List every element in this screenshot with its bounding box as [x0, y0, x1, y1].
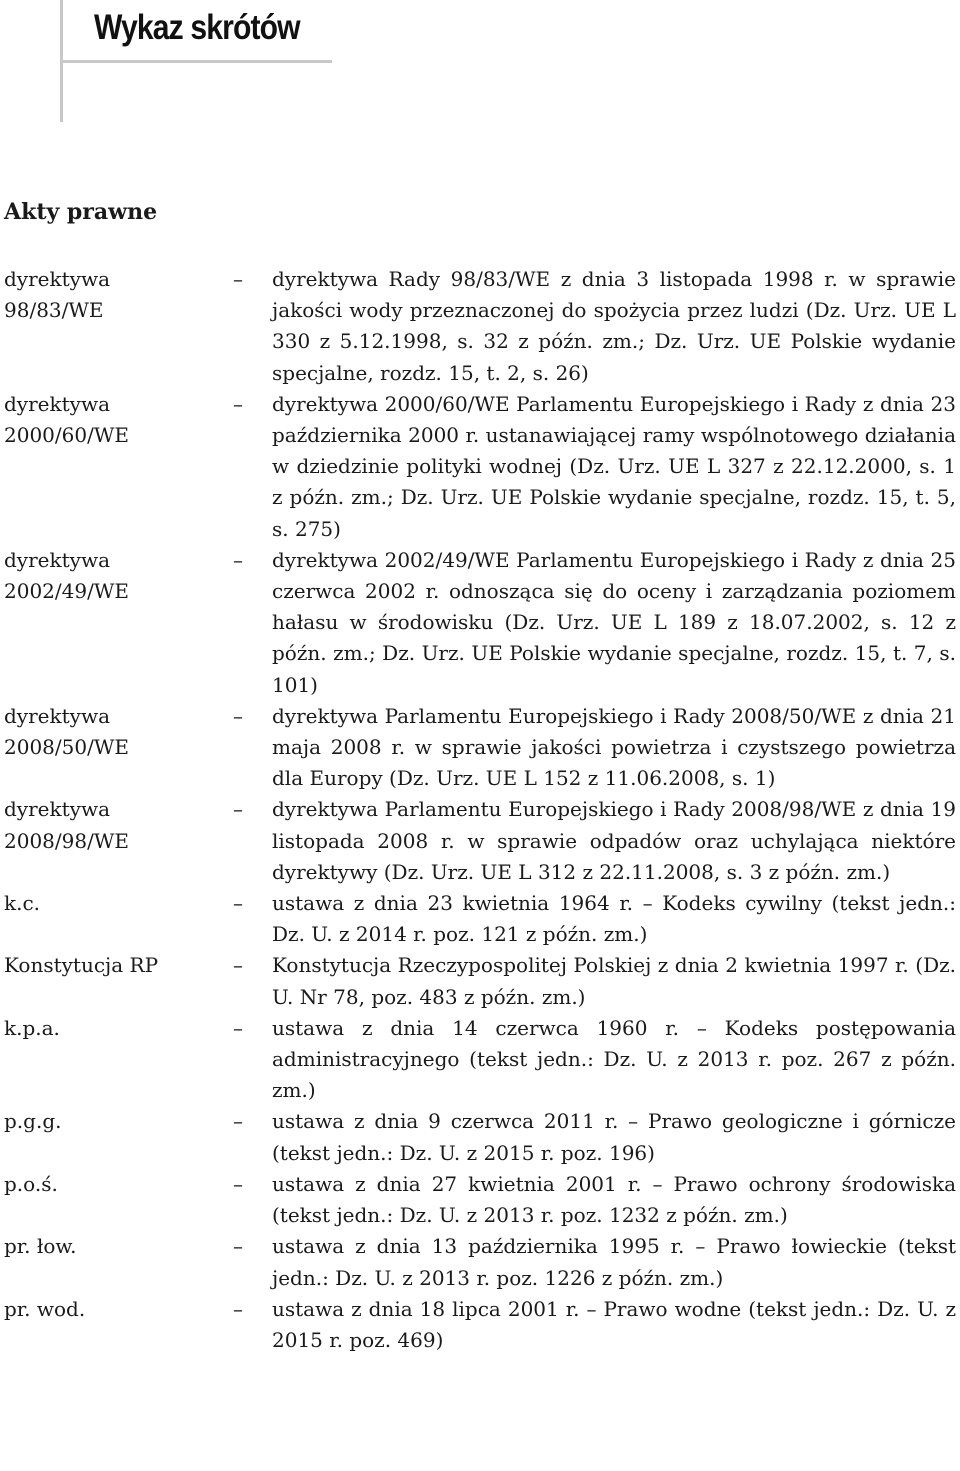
abbreviation-entry	[4, 1106, 956, 1168]
abbreviation-term: dyrektywa 2002/49/WE	[4, 547, 129, 604]
abbreviation-term: p.o.ś.	[4, 1171, 58, 1196]
dash-separator: –	[233, 1015, 243, 1040]
dash-separator: –	[233, 1296, 243, 1321]
abbreviation-term: pr. łow.	[4, 1234, 77, 1259]
abbreviation-term: pr. wod.	[4, 1296, 86, 1321]
abbreviation-entry	[4, 794, 956, 888]
dash-separator: –	[233, 391, 243, 416]
dash-separator: –	[233, 1234, 243, 1259]
dash-separator: –	[233, 267, 243, 291]
abbreviation-definition: dyrektywa 2002/49/WE Parlamentu Europejskiego i Rady z dnia 25 czerwca 2002 r. odnosząca się do oceny i zarządzania poziomem hałasu w środowisku (Dz. Urz. UE L 189 z 18.07.2002, s. 12 z późn. zm.; Dz. Urz. UE Polskie wydanie specjalne, rozdz. 15, t. 7, s. 101)	[272, 547, 956, 697]
abbreviation-definition: ustawa z dnia 14 czerwca 1960 r. – Kodeks postępowania administracyjnego (tekst jedn.: Dz. U. z 2013 r. poz. 267 z późn. zm.)	[272, 1015, 956, 1103]
abbreviation-term: dyrektywa 98/83/WE	[4, 267, 110, 323]
abbreviation-entry	[4, 545, 956, 701]
dash-separator: –	[233, 1171, 243, 1196]
corner-rule-horizontal	[60, 60, 332, 63]
abbreviation-term: dyrektywa 2008/50/WE	[4, 703, 129, 760]
dash-separator: –	[233, 1109, 243, 1134]
dash-separator: –	[233, 797, 243, 822]
abbreviation-entry	[4, 1013, 956, 1107]
abbreviation-definition: dyrektywa Parlamentu Europejskiego i Rady 2008/50/WE z dnia 21 maja 2008 r. w sprawie jakości powietrza i czystszego powietrza dla Europy (Dz. Urz. UE L 152 z 11.06.2008, s. 1)	[272, 703, 956, 791]
abbreviation-entry	[4, 888, 956, 950]
abbreviation-definition: ustawa z dnia 18 lipca 2001 r. – Prawo wodne (tekst jedn.: Dz. U. z 2015 r. poz. 469)	[272, 1296, 956, 1352]
abbreviation-entry	[4, 1294, 956, 1356]
abbreviation-term: dyrektywa 2000/60/WE	[4, 391, 129, 448]
dash-separator: –	[233, 891, 243, 916]
abbreviation-definition: ustawa z dnia 9 czerwca 2011 r. – Prawo geologiczne i górnicze (tekst jedn.: Dz. U. z 2015 r. poz. 196)	[272, 1109, 956, 1165]
abbreviation-definition: ustawa z dnia 13 października 1995 r. – Prawo łowieckie (tekst jedn.: Dz. U. z 2013 r. poz. 1226 z późn. zm.)	[272, 1234, 956, 1290]
abbreviation-definition: dyrektywa Rady 98/83/WE z dnia 3 listopada 1998 r. w sprawie jakości wody przeznaczonej do spożycia przez ludzi (Dz. Urz. UE L 330 z 5.12.1998, s. 32 z późn. zm.; Dz. Urz. UE Polskie wydanie specjalne, rozdz. 15, t. 2, s. 26)	[272, 267, 956, 385]
abbreviation-term: dyrektywa 2008/98/WE	[4, 797, 129, 853]
abbreviation-term: k.p.a.	[4, 1015, 60, 1040]
page-title: Wykaz skrótów	[94, 8, 300, 47]
abbreviation-entry	[4, 264, 956, 389]
abbreviation-term: Konstytucja RP	[4, 953, 159, 978]
abbreviation-definition: ustawa z dnia 23 kwietnia 1964 r. – Kodeks cywilny (tekst jedn.: Dz. U. z 2014 r. poz. 121 z późn. zm.)	[272, 891, 956, 947]
abbreviation-definition: Konstytucja Rzeczypospolitej Polskiej z dnia 2 kwietnia 1997 r. (Dz. U. Nr 78, poz. 483 z późn. zm.)	[272, 953, 956, 1009]
dash-separator: –	[233, 703, 243, 728]
abbreviation-entry	[4, 1231, 956, 1293]
abbreviation-entry	[4, 950, 956, 1012]
abbreviation-entry	[4, 389, 956, 545]
dash-separator: –	[233, 953, 243, 978]
abbreviation-entry	[4, 701, 956, 795]
abbreviation-term: k.c.	[4, 891, 41, 916]
abbreviation-list	[4, 264, 956, 1356]
dash-separator: –	[233, 547, 243, 572]
abbreviation-definition: dyrektywa 2000/60/WE Parlamentu Europejskiego i Rady z dnia 23 października 2000 r. ustanawiającej ramy wspólnotowego działania w dziedzinie polityki wodnej (Dz. Urz. UE L 327 z 22.12.2000, s. 1 z późn. zm.; Dz. Urz. UE Polskie wydanie specjalne, rozdz. 15, t. 5, s. 275)	[272, 391, 956, 541]
abbreviation-term: p.g.g.	[4, 1109, 62, 1134]
abbreviation-definition: dyrektywa Parlamentu Europejskiego i Rady 2008/98/WE z dnia 19 listopada 2008 r. w sprawie odpadów oraz uchylająca niektóre dyrektywy (Dz. Urz. UE L 312 z 22.11.2008, s. 3 z późn. zm.)	[272, 797, 956, 884]
section-heading: Akty prawne	[4, 199, 158, 225]
abbreviation-definition: ustawa z dnia 27 kwietnia 2001 r. – Prawo ochrony środowiska (tekst jedn.: Dz. U. z 2013 r. poz. 1232 z późn. zm.)	[272, 1171, 956, 1228]
abbreviation-entry	[4, 1169, 956, 1231]
